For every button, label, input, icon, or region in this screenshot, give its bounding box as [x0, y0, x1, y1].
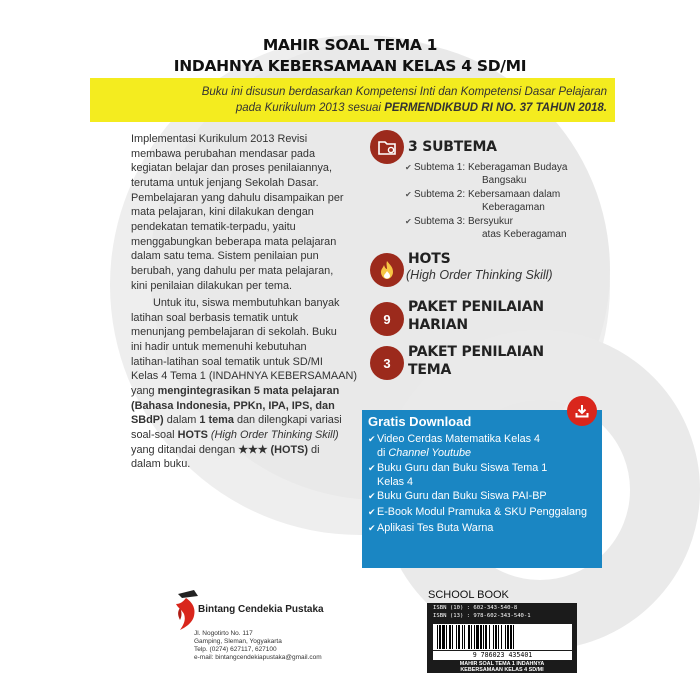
paragraph-line: berubah, yang dahulu per mata pelajaran,: [131, 264, 334, 277]
harian-title-line-1: PAKET PENILAIAN: [408, 299, 544, 315]
barcode-caption-line-1: MAHIR SOAL TEMA 1 INDAHNYA: [459, 661, 545, 667]
paragraph-line: [131, 443, 367, 458]
barcode-bar: [483, 625, 484, 649]
bold-span: (Bahasa Indonesia, PPKn, IPA, IPS, dan: [131, 399, 335, 412]
barcode-bar: [501, 625, 502, 649]
download-item-text: di: [377, 446, 389, 459]
text-span: soal-soal: [131, 428, 178, 441]
paragraph-line: ini hadir untuk memenuhi kebutuhan: [131, 340, 307, 353]
paragraph-line: [131, 399, 367, 414]
download-item-text-2: Kelas 4: [377, 475, 414, 488]
notice-line-2: [98, 100, 607, 116]
isbn-10: ISBN (10) : 602-343-540-8: [433, 605, 518, 611]
barcode-bar: [498, 625, 499, 649]
text-span: di: [308, 443, 320, 456]
text-span: yang: [131, 384, 158, 397]
checkmark-icon: ✔: [368, 523, 376, 533]
barcode-image: [433, 624, 572, 650]
barcode-digits: 9 786023 435401: [433, 651, 572, 660]
barcode-bar: [442, 625, 445, 649]
description-paragraph-1: [131, 132, 367, 293]
barcode-bar: [510, 625, 512, 649]
barcode-bar: [452, 625, 453, 649]
barcode-bar: [474, 625, 475, 649]
subtema-title: 3 SUBTEMA: [408, 139, 497, 155]
subtema-text-2: Keberagaman: [482, 201, 545, 213]
curriculum-notice: [90, 78, 615, 122]
checkmark-icon: ✔: [405, 190, 412, 199]
paragraph-line: dalam satu tema. Sistem penilaian pun: [131, 250, 319, 263]
bold-span: SBdP): [131, 414, 164, 427]
download-item: [368, 506, 587, 520]
checkmark-icon: ✔: [368, 434, 376, 444]
paragraph-line: mata pelajaran, kini dilakukan dengan: [131, 206, 314, 219]
notice-regulation: PERMENDIKBUD RI NO. 37 TAHUN 2018.: [384, 102, 607, 114]
download-item-text: Video Cerdas Matematika Kelas 4: [377, 433, 541, 445]
publisher-address: [194, 630, 322, 662]
description-paragraph-2: [131, 296, 367, 472]
book-subtitle: INDAHNYA KEBERSAMAAN KELAS 4 SD/MI: [173, 57, 527, 75]
bold-span: 1 tema: [199, 414, 234, 427]
flame-icon: [370, 253, 404, 287]
paragraph-line: pendekatan tematik-terpadu, yaitu: [131, 220, 296, 233]
download-item: [368, 462, 547, 489]
barcode-bar: [507, 625, 509, 649]
barcode-bar: [449, 625, 451, 649]
paragraph-line: Untuk itu, siswa membutuhkan banyak: [153, 297, 340, 309]
checkmark-icon: ✔: [368, 507, 376, 517]
text-span: dalam: [163, 414, 200, 427]
publisher-name: Bintang Cendekia Pustaka: [198, 604, 324, 615]
paragraph-line: kegiatan belajar dan proses penilaiannya,: [131, 162, 333, 175]
subtema-item: [405, 216, 567, 241]
barcode-bar: [471, 625, 472, 649]
barcode-bar: [462, 625, 463, 649]
subtema-label: Subtema 1:: [414, 162, 466, 173]
paragraph-line: menggabungkan beberapa mata pelajaran: [131, 235, 337, 248]
download-item-text: Buku Guru dan Buku Siswa Tema 1: [377, 462, 548, 474]
address-line: Telp. (0274) 627117, 627100: [194, 646, 277, 653]
notice-line-1: Buku ini disusun berdasarkan Kompetensi Inti dan Kompetensi Dasar Pelajaran: [201, 86, 607, 98]
harian-title-line-2: HARIAN: [408, 317, 468, 333]
download-item-text: Buku Guru dan Buku Siswa PAI-BP: [377, 490, 547, 502]
barcode-bar: [446, 625, 447, 649]
folder-icon: [370, 130, 404, 164]
isbn-13: ISBN (13) : 978-602-343-540-1: [433, 613, 531, 619]
download-item-text: Aplikasi Tes Buta Warna: [377, 522, 494, 534]
paragraph-line: Pembelajaran yang dahulu disampaikan per: [131, 191, 344, 204]
subtema-text: Bersyukur: [467, 216, 513, 227]
book-category: SCHOOL BOOK: [428, 589, 509, 601]
subtema-label: Subtema 2:: [414, 189, 466, 200]
paragraph-line: terutama untuk jenjang Sekolah Dasar.: [131, 176, 319, 189]
barcode-bar: [513, 625, 514, 649]
paragraph-line: latihan-latihan soal tematik untuk SD/MI: [131, 355, 323, 368]
download-item-text: E-Book Modul Pramuka & SKU Penggalang: [377, 506, 588, 518]
address-line: e-mail: bintangcendekiapustaka@gmail.com: [194, 654, 322, 661]
download-item: [368, 522, 493, 536]
barcode-bar: [505, 625, 506, 649]
subtema-text-2: Bangsaku: [482, 174, 527, 186]
paragraph-line: [131, 428, 367, 443]
address-line: Jl. Nogotirto No. 117: [194, 630, 253, 637]
bold-span: ★★★ (HOTS): [238, 443, 309, 456]
barcode-bar: [476, 625, 479, 649]
bold-span: HOTS: [177, 428, 208, 441]
tema-title-line-2: TEMA: [408, 362, 452, 378]
address-line: Gamping, Sleman, Yogyakarta: [194, 638, 282, 645]
channel-name: Channel Youtube: [388, 446, 472, 459]
paragraph-line: [131, 413, 367, 428]
hots-title: HOTS: [408, 251, 451, 267]
subtema-item: [405, 189, 560, 214]
barcode-bar: [464, 625, 465, 649]
checkmark-icon: ✔: [405, 217, 412, 226]
text-span: dan dilengkapi variasi: [233, 414, 342, 427]
subtema-text: Kebersamaan dalam: [467, 189, 561, 200]
tema-count-badge: 3: [370, 346, 404, 380]
notice-line-2-text: pada Kurikulum 2013 sesuai: [235, 102, 385, 114]
paragraph-line: menunjang pembelajaran di sekolah. Buku: [131, 326, 337, 339]
paragraph-line: membawa perubahan mendasar pada: [131, 147, 316, 160]
barcode-bar: [495, 625, 497, 649]
barcode-bar: [493, 625, 494, 649]
subtema-text-2: atas Keberagaman: [482, 228, 567, 240]
checkmark-icon: ✔: [368, 491, 376, 501]
hots-subtitle: (High Order Thinking Skill): [406, 268, 553, 282]
italic-span: (High Order Thinking Skill): [207, 428, 339, 441]
barcode-bar: [468, 625, 470, 649]
subtema-item: [405, 162, 567, 187]
download-icon: [567, 396, 597, 426]
paragraph-line: dalam buku.: [131, 458, 191, 471]
text-span: yang ditandai dengan: [131, 443, 239, 456]
paragraph-line: latihan soal berbasis tematik untuk: [131, 311, 299, 324]
book-title: MAHIR SOAL TEMA 1: [262, 36, 438, 54]
paragraph-line: [131, 384, 367, 399]
barcode-bar: [480, 625, 482, 649]
bold-span: mengintegrasikan 5 mata pelajaran: [157, 384, 340, 397]
harian-count-badge: 9: [370, 302, 404, 336]
download-item: [368, 433, 540, 460]
subtema-label: Subtema 3:: [414, 216, 466, 227]
tema-title: [408, 343, 544, 379]
paragraph-line: Implementasi Kurikulum 2013 Revisi: [131, 133, 308, 145]
barcode-bar: [458, 625, 460, 649]
checkmark-icon: ✔: [405, 163, 412, 172]
tema-title-line-1: PAKET PENILAIAN: [408, 344, 544, 360]
barcode-bar: [437, 625, 438, 649]
barcode-bar: [439, 625, 441, 649]
download-title: Gratis Download: [368, 414, 472, 429]
download-item: [368, 490, 547, 504]
barcode-bar: [485, 625, 487, 649]
barcode-bar: [489, 625, 490, 649]
barcode-bar: [456, 625, 457, 649]
checkmark-icon: ✔: [368, 463, 376, 473]
paragraph-line: Kelas 4 Tema 1 (INDAHNYA KEBERSAMAAN): [131, 370, 357, 383]
paragraph-line: kini penilaian dilakukan per tema.: [131, 279, 293, 292]
subtema-text: Keberagaman Budaya: [467, 162, 568, 173]
harian-title: [408, 298, 544, 334]
barcode-caption-line-2: KEBERSAMAAN KELAS 4 SD/MI: [460, 667, 544, 673]
